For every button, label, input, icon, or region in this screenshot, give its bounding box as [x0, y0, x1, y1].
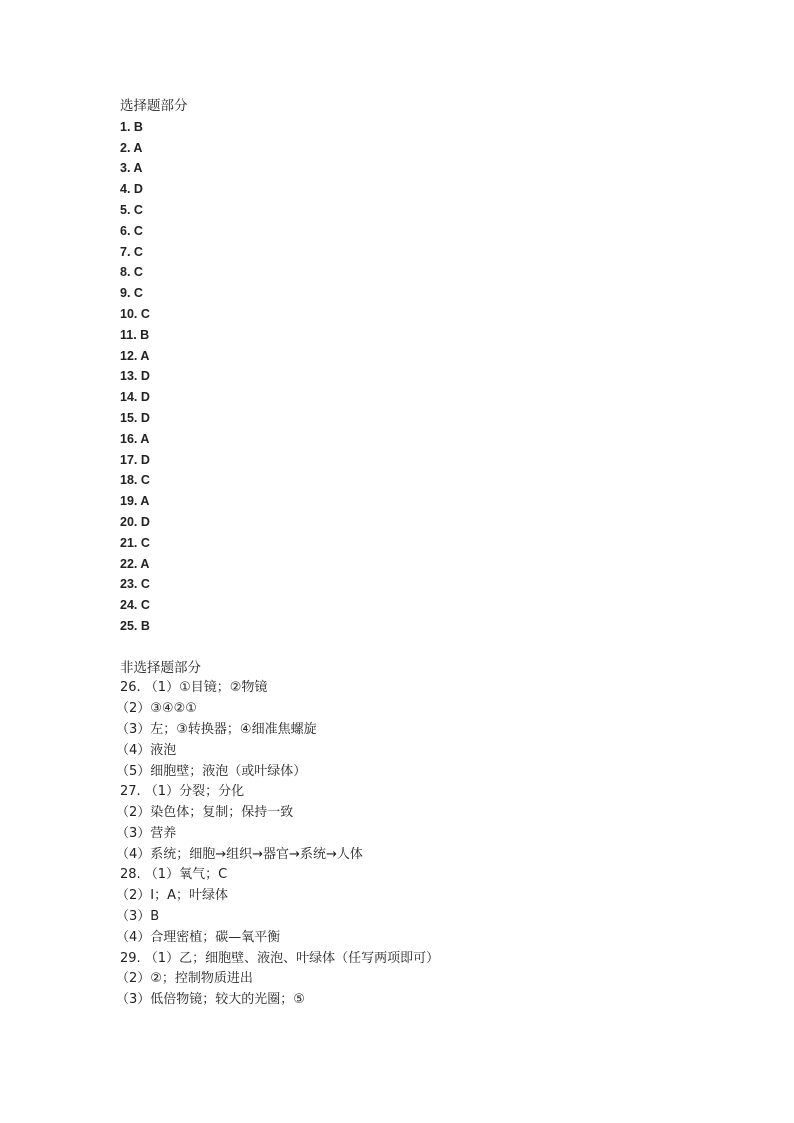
nonchoice-answer-line: （4）液泡 [116, 742, 177, 758]
choice-answer-item: 6. C [120, 223, 143, 238]
section-gap [120, 637, 439, 658]
choice-answer-item: 17. D [120, 452, 150, 467]
nonchoice-answer-line: （3）营养 [116, 825, 177, 841]
choice-answer-item: 21. C [120, 535, 150, 550]
nonchoice-answer-line: 29. （1）乙；细胞壁、液泡、叶绿体（任写两项即可） [120, 950, 440, 966]
choice-answer-item: 24. C [120, 598, 150, 613]
choice-answer-item: 2. A [120, 140, 143, 155]
choice-answer-list [120, 117, 439, 637]
nonchoice-answer-line: （3）左；③转换器；④细准焦螺旋 [116, 721, 317, 737]
choice-answer-item: 20. D [120, 514, 150, 529]
choice-answer-item: 13. D [120, 369, 150, 384]
nonchoice-section-title: 非选择题部分 [120, 659, 201, 676]
choice-section-title: 选择题部分 [120, 98, 188, 114]
choice-answer-item: 25. B [120, 618, 150, 633]
choice-answer-item: 8. C [120, 265, 143, 280]
choice-answer-item: 10. C [120, 306, 150, 321]
nonchoice-answer-list [116, 678, 440, 1011]
choice-answer-item: 5. C [120, 202, 143, 217]
nonchoice-answer-line: 26. （1）①目镜；②物镜 [120, 680, 268, 696]
choice-answer-item: 19. A [120, 494, 150, 509]
choice-answer-item: 23. C [120, 577, 150, 592]
choice-answer-item: 3. A [120, 161, 143, 176]
choice-answer-item: 9. C [120, 286, 143, 301]
choice-answer-item: 15. D [120, 410, 150, 425]
choice-answer-item: 22. A [120, 556, 150, 571]
answer-content [116, 96, 440, 1011]
choice-answer-item: 7. C [120, 244, 143, 259]
nonchoice-answer-line: （2）染色体；复制；保持一致 [116, 805, 294, 821]
choice-answer-item: 4. D [120, 182, 143, 197]
choice-answer-item: 18. C [120, 473, 150, 488]
choice-answer-item: 11. B [120, 327, 150, 342]
choice-answer-item: 16. A [120, 431, 150, 446]
nonchoice-answer-line: （2）Ⅰ；A；叶绿体 [116, 888, 228, 904]
nonchoice-answer-line: （3）低倍物镜；较大的光圈；⑤ [116, 992, 305, 1008]
nonchoice-answer-line: 28. （1）氧气；C [120, 867, 228, 883]
choice-answer-item: 1. B [120, 119, 143, 134]
nonchoice-answer-line: （4）合理密植；碳—氧平衡 [116, 929, 281, 945]
nonchoice-answer-line: （3）B [116, 909, 160, 925]
nonchoice-answer-line: （4）系统；细胞→组织→器官→系统→人体 [116, 846, 363, 862]
nonchoice-answer-line: （5）细胞壁；液泡（或叶绿体） [116, 763, 307, 779]
choice-answer-item: 14. D [120, 390, 150, 405]
nonchoice-answer-line: （2）③④②① [116, 701, 197, 717]
nonchoice-answer-line: （2）②；控制物质进出 [116, 971, 253, 987]
nonchoice-answer-line: 27. （1）分裂；分化 [120, 784, 245, 800]
choice-answer-item: 12. A [120, 348, 150, 363]
